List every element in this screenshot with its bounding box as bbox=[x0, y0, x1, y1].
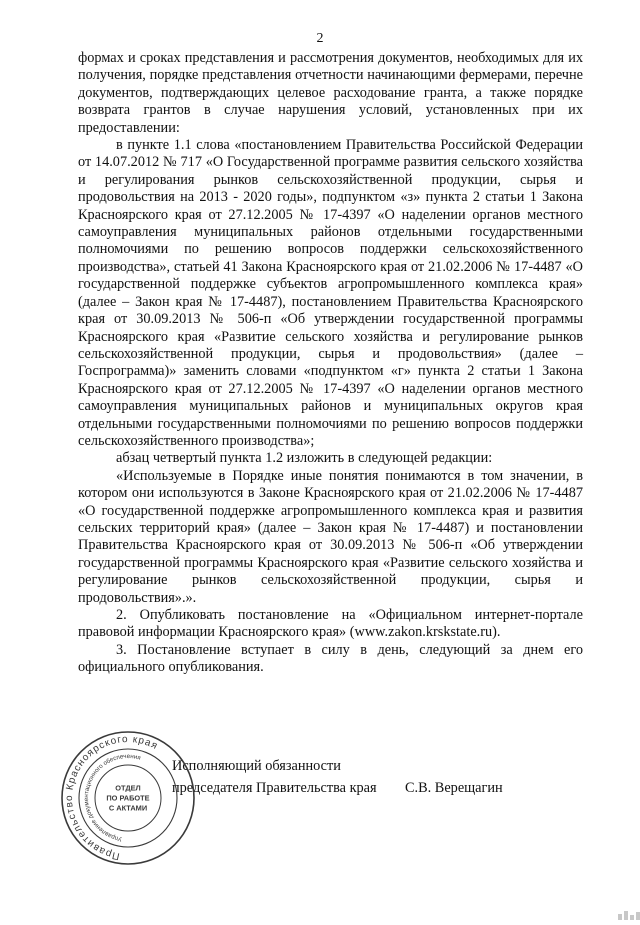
paragraph-2: в пункте 1.1 слова «постановлением Правительства Российской Федерации от 14.07.2012 № 717 «О Государственной программе развития сельского хозяйства и регулирования рынков сельскохозяйственной продукции, сырья и продовольствия на 2013 - 2020 годы», подпунктом «з» пункта 2 статьи 1 Закона Красноярского края от 27.12.2005 № 17-4397 «О наделении органов местного самоуправления муниципальных районов отдельными государственными полномочиями по решению вопросов поддержки сельскохозяйственного производства», статьей 41 Закона Красноярского края от 21.02.2006 № 17-4487 «О государственной поддержке субъектов агропромышленного комплекса края» (далее – Закон края № 17-4487), постановлением Правительства Красноярского края от 30.09.2013 № 506-п «Об утверждении государственной программы Красноярского края «Развитие сельского хозяйства и регулирование рынков сельскохозяйственной продукции, сырья и продовольствия» (далее – Госпрограмма)» заменить словами «подпунктом «г» пункта 2 статьи 1 Закона Красноярского края от 27.12.2005 № 17-4397 «О наделении органов местного самоуправления муниципальных районов и муниципальных округов края отдельными государственными полномочиями по решению вопросов поддержки сельскохозяйственного производства»; bbox=[78, 137, 583, 449]
stamp-center-line: ПО РАБОТЕ bbox=[106, 793, 150, 803]
signatory-name: С.В. Верещагин bbox=[405, 780, 503, 796]
signature-position-line1: Исполняющий обязанности bbox=[172, 758, 341, 774]
stamp-seal bbox=[58, 728, 198, 868]
svg-text:Управление документационного о: Управление документационного обеспечения bbox=[82, 752, 142, 843]
stamp-center-line: ОТДЕЛ bbox=[115, 783, 141, 793]
paragraph-5: 2. Опубликовать постановление на «Официальном интернет-портале правовой информации Красноярского края» (www.zakon.krskstate.ru). bbox=[78, 607, 583, 641]
svg-text:Правительство Красноярского кр: Правительство Красноярского края bbox=[63, 733, 160, 862]
signature-position-line2: председателя Правительства края bbox=[172, 780, 377, 796]
stamp-center-line: С АКТАМИ bbox=[108, 803, 148, 813]
document-body bbox=[78, 50, 583, 677]
page-corner-mark bbox=[618, 908, 640, 917]
paragraph-1: формах и сроках представления и рассмотрения документов, необходимых для их получения, порядке представления отчетности начинающими фермерами, перечне документов, подтверждающих целевое расходование гранта, а также порядке возврата грантов в случае нарушения условий, установленных при их предоставлении: bbox=[78, 50, 583, 136]
official-stamp bbox=[58, 728, 198, 868]
paragraph-6: 3. Постановление вступает в силу в день, следующий за днем его официального опубликования. bbox=[78, 641, 583, 676]
page-number: 2 bbox=[316, 31, 324, 46]
paragraph-3: абзац четвертый пункта 1.2 изложить в следующей редакции: bbox=[116, 450, 493, 467]
paragraph-4: «Используемые в Порядке иные понятия понимаются в том значении, в котором они используются в Законе Красноярского края от 21.02.2006 № 17-4487 «О государственной поддержке агропромышленного комплекса края и развития сельских территорий края» (далее – Закон края № 17-4487) и постановлении Правительства Красноярского края от 30.09.2013 № 506-п «Об утверждении государственной программы Красноярского края «Развитие сельского хозяйства и регулирование рынков сельскохозяйственной продукции, сырья и продовольствия».». bbox=[78, 467, 583, 606]
